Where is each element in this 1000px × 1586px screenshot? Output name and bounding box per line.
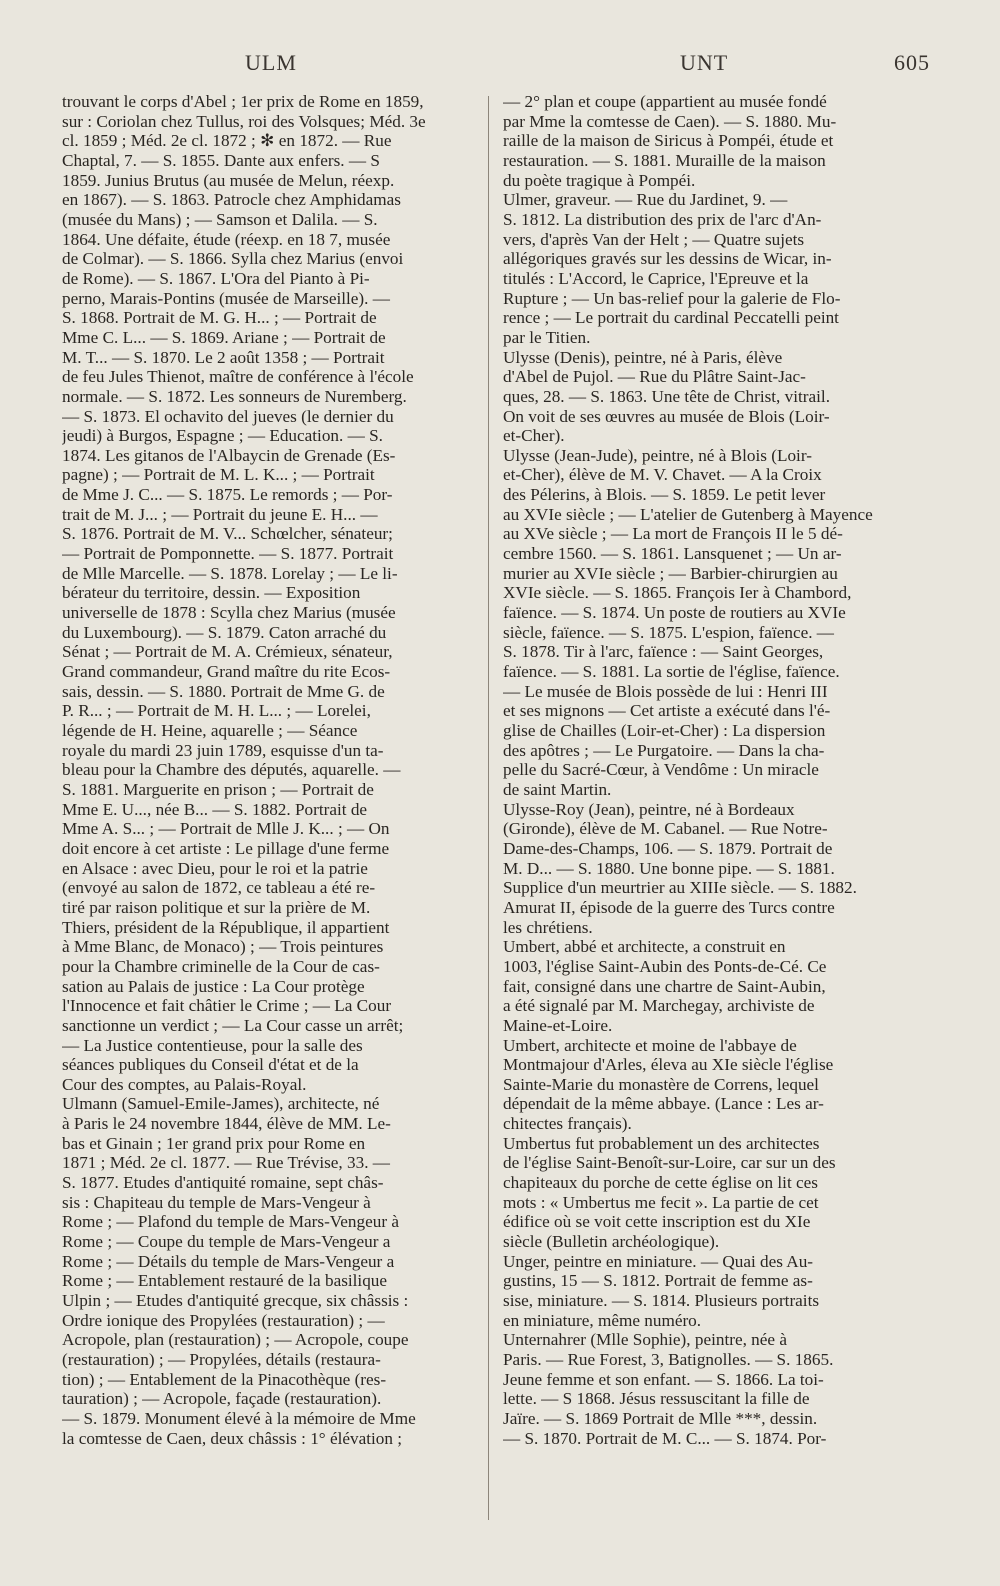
text-line: titulés : L'Accord, le Caprice, l'Epreuve et la xyxy=(503,268,809,288)
text-line: 1874. Les gitanos de l'Albaycin de Grenade (Es- xyxy=(62,445,396,465)
text-line: en miniature, même numéro. xyxy=(503,1310,702,1330)
text-line: Montmajour d'Arles, éleva au XIe siècle l'église xyxy=(503,1055,834,1075)
text-line: 1864. Une défaite, étude (réexp. en 18 7, musée xyxy=(62,229,391,249)
text-line: Ordre ionique des Propylées (restauration) ; — xyxy=(62,1310,385,1330)
text-line: et-Cher). xyxy=(503,426,565,446)
text-line: Ulpin ; — Etudes d'antiquité grecque, six châssis : xyxy=(62,1291,409,1311)
text-line: Paris. — Rue Forest, 3, Batignolles. — S. 1865. xyxy=(503,1350,834,1369)
text-line: Rome ; — Plafond du temple de Mars-Vengeur à xyxy=(62,1212,399,1232)
text-line: a été signalé par M. Marchegay, archiviste de xyxy=(503,996,815,1016)
text-line: (envoyé au salon de 1872, ce tableau a été re- xyxy=(62,878,376,898)
text-line: Ulysse (Jean-Jude), peintre, né à Blois (Loir- xyxy=(503,445,812,465)
text-line: Umbertus fut probablement un des architectes xyxy=(503,1133,820,1153)
text-line: chitectes français). xyxy=(503,1114,632,1134)
text-line: légende de H. Heine, aquarelle ; — Séance xyxy=(62,721,358,740)
text-line: siècle (Bulletin archéologique). xyxy=(503,1232,720,1252)
text-line: à Paris le 24 novembre 1844, élève de MM. Le- xyxy=(62,1114,391,1134)
text-line: Mme E. U..., née B... — S. 1882. Portrait de xyxy=(62,799,368,819)
text-line: les chrétiens. xyxy=(503,917,593,937)
text-line: — Portrait de Pomponnette. — S. 1877. Portrait xyxy=(62,544,394,564)
text-line: ques, 28. — S. 1863. Une tête de Christ, vitrail. xyxy=(503,386,830,406)
text-line: — S. 1870. Portrait de M. C... — S. 1874. Por- xyxy=(503,1428,827,1448)
text-line: en 1867). — S. 1863. Patrocle chez Amphidamas xyxy=(62,190,401,210)
text-line: (Gironde), élève de M. Cabanel. — Rue Notre- xyxy=(503,819,828,839)
text-line: tiré par raison politique et sur la prière de M. xyxy=(62,897,371,917)
text-line: d'Abel de Pujol. — Rue du Plâtre Saint-Jac- xyxy=(503,367,806,387)
text-line: Dame-des-Champs, 106. — S. 1879. Portrait de xyxy=(503,838,833,858)
text-line: M. T... — S. 1870. Le 2 août 1358 ; — Portrait xyxy=(62,347,385,367)
text-line: Unger, peintre en miniature. — Quai des Au- xyxy=(503,1251,814,1271)
text-line: murier au XVIe siècle ; — Barbier-chirurgien au xyxy=(503,563,838,583)
text-line: S. 1868. Portrait de M. G. H... ; — Portrait de xyxy=(62,308,377,328)
text-line: à Mme Blanc, de Monaco) ; — Trois peintures xyxy=(62,937,384,957)
text-line: (musée du Mans) ; — Samson et Dalila. — S. xyxy=(62,209,378,229)
text-line: tion) ; — Entablement de la Pinacothèque (res- xyxy=(62,1369,387,1389)
text-line: en Alsace : avec Dieu, pour le roi et la patrie xyxy=(62,858,368,878)
text-line: de Mme J. C... — S. 1875. Le remords ; — Por- xyxy=(62,485,393,505)
text-line: de Rome). — S. 1867. L'Ora del Pianto à Pi- xyxy=(62,268,370,288)
text-line: M. D... — S. 1880. Une bonne pipe. — S. 1881. xyxy=(503,858,835,878)
text-line: fait, consigné dans une chartre de Saint-Aubin, xyxy=(503,976,826,996)
text-line: lette. — S 1868. Jésus ressuscitant la fille de xyxy=(503,1389,810,1409)
text-line: On voit de ses œuvres au musée de Blois (Loir- xyxy=(503,406,830,426)
running-header xyxy=(60,50,940,80)
text-line: Jaïre. — S. 1869 Portrait de Mlle ***, dessin. xyxy=(503,1408,818,1428)
text-line: — Le musée de Blois possède de lui : Henri III xyxy=(503,681,828,701)
text-line: royale du mardi 23 juin 1789, esquisse d'un ta- xyxy=(62,740,384,760)
text-line: normale. — S. 1872. Les sonneurs de Nuremberg. xyxy=(62,386,407,406)
text-line: de saint Martin. xyxy=(503,779,612,799)
text-line: pelle du Sacré-Cœur, à Vendôme : Un miracle xyxy=(503,760,819,780)
text-line: et-Cher), élève de M. V. Chavet. — A la Croix xyxy=(503,465,822,485)
left-column xyxy=(62,92,476,1448)
text-line: Unternahrer (Mlle Sophie), peintre, née à xyxy=(503,1330,787,1350)
text-line: Rome ; — Entablement restauré de la basilique xyxy=(62,1271,388,1291)
text-line: 1871 ; Méd. 2e cl. 1877. — Rue Trévise, 33. — xyxy=(62,1153,390,1173)
text-line: du Luxembourg). — S. 1879. Caton arraché du xyxy=(62,622,387,642)
text-line: — La Justice contentieuse, pour la salle des xyxy=(62,1035,363,1055)
text-line: universelle de 1878 : Scylla chez Marius (musée xyxy=(62,603,396,623)
text-line: Supplice d'un meurtrier au XIIIe siècle. — S. 1882. xyxy=(503,878,857,898)
text-line: trouvant le corps d'Abel ; 1er prix de Rome en 1859, xyxy=(62,92,424,111)
text-line: la comtesse de Caen, deux châssis : 1° élévation ; xyxy=(62,1428,403,1448)
text-line: pagne) ; — Portrait de M. L. K... ; — Portrait xyxy=(62,465,375,485)
text-line: trait de M. J... ; — Portrait du jeune E. H... — xyxy=(62,504,378,524)
text-line: S. 1877. Etudes d'antiquité romaine, sept châs- xyxy=(62,1173,384,1193)
text-line: par le Titien. xyxy=(503,327,591,347)
text-line: restauration. — S. 1881. Muraille de la maison xyxy=(503,150,826,170)
text-line: S. 1876. Portrait de M. V... Schœlcher, sénateur; xyxy=(62,524,393,544)
text-line: pour la Chambre criminelle de la Cour de cas- xyxy=(62,956,380,976)
text-line: Acropole, plan (restauration) ; — Acropole, coupe xyxy=(62,1330,409,1350)
page-number: 605 xyxy=(894,50,930,75)
text-line: doit encore à cet artiste : Le pillage d'une ferme xyxy=(62,838,390,858)
text-line: sur : Coriolan chez Tullus, roi des Volsques; Méd. 3e xyxy=(62,111,426,131)
header-center-word: UNT xyxy=(680,50,729,75)
text-line: de Mlle Marcelle. — S. 1878. Lorelay ; — Le li- xyxy=(62,563,398,583)
text-line: allégoriques gravés sur les dessins de Wicar, in- xyxy=(503,249,832,269)
text-line: S. 1812. La distribution des prix de l'arc d'An- xyxy=(503,209,822,229)
text-line: S. 1878. Tir à l'arc, faïence : — Saint Georges, xyxy=(503,642,824,662)
text-line: tauration) ; — Acropole, façade (restauration). xyxy=(62,1389,382,1409)
text-line: Maine-et-Loire. xyxy=(503,1015,613,1035)
text-line: Thiers, président de la République, il appartient xyxy=(62,917,390,937)
text-line: séances publiques du Conseil d'état et de la xyxy=(62,1055,359,1075)
text-line: Rome ; — Détails du temple de Mars-Vengeur a xyxy=(62,1251,395,1271)
text-line: Sénat ; — Portrait de M. A. Crémieux, sénateur, xyxy=(62,642,393,662)
text-line: Jeune femme et son enfant. — S. 1866. La toi- xyxy=(503,1369,824,1389)
text-line: chapiteaux du porche de cette église on lit ces xyxy=(503,1173,818,1193)
text-line: bleau pour la Chambre des députés, aquarelle. — xyxy=(62,760,401,780)
text-line: S. 1881. Marguerite en prison ; — Portrait de xyxy=(62,779,374,799)
text-line: 1859. Junius Brutus (au musée de Melun, réexp. xyxy=(62,170,395,190)
text-line: des Pélerins, à Blois. — S. 1859. Le petit lever xyxy=(503,485,826,505)
text-line: sation au Palais de justice : La Cour protège xyxy=(62,976,365,996)
text-line: — S. 1873. El ochavito del jueves (le dernier du xyxy=(62,406,394,426)
text-line: vers, d'après Van der Helt ; — Quatre sujets xyxy=(503,229,805,249)
text-line: XVIe siècle. — S. 1865. François Ier à Chambord, xyxy=(503,583,852,603)
text-line: du poète tragique à Pompéi. xyxy=(503,170,696,190)
text-line: cl. 1859 ; Méd. 2e cl. 1872 ; ✻ en 1872. — Rue xyxy=(62,131,392,151)
header-left-word: ULM xyxy=(245,50,297,75)
text-line: Umbert, architecte et moine de l'abbaye de xyxy=(503,1035,797,1055)
text-line: — S. 1879. Monument élevé à la mémoire de Mme xyxy=(62,1408,416,1428)
text-line: faïence. — S. 1881. La sortie de l'église, faïence. xyxy=(503,662,840,682)
text-line: Chaptal, 7. — S. 1855. Dante aux enfers. — S xyxy=(62,150,380,170)
text-line: faïence. — S. 1874. Un poste de routiers au XVIe xyxy=(503,603,846,623)
text-line: Ulmann (Samuel-Emile-James), architecte, né xyxy=(62,1094,380,1114)
text-line: bérateur du territoire, dessin. — Exposition xyxy=(62,583,361,603)
text-line: édifice où se voit cette inscription est du XIe xyxy=(503,1212,811,1232)
text-line: de Colmar). — S. 1866. Sylla chez Marius (envoi xyxy=(62,249,404,269)
text-line: Ulysse-Roy (Jean), peintre, né à Bordeaux xyxy=(503,799,795,819)
text-line: sanctionne un verdict ; — La Cour casse un arrêt; xyxy=(62,1015,404,1035)
text-line: dépendait de la même abbaye. (Lance : Les ar- xyxy=(503,1094,824,1114)
text-line: au XVIe siècle ; — L'atelier de Gutenberg à Mayence xyxy=(503,504,873,524)
text-line: glise de Chailles (Loir-et-Cher) : La dispersion xyxy=(503,721,826,740)
text-line: par Mme la comtesse de Caen). — S. 1880. Mu- xyxy=(503,111,837,131)
text-line: l'Innocence et fait châtier le Crime ; — La Cour xyxy=(62,996,392,1016)
text-line: Mme C. L... — S. 1869. Ariane ; — Portrait de xyxy=(62,327,386,347)
text-line: de l'église Saint-Benoît-sur-Loire, car sur un des xyxy=(503,1153,836,1173)
text-line: Ulmer, graveur. — Rue du Jardinet, 9. — xyxy=(503,190,788,210)
text-line: sise, miniature. — S. 1814. Plusieurs portraits xyxy=(503,1291,820,1311)
text-line: rence ; — Le portrait du cardinal Peccatelli peint xyxy=(503,308,839,328)
text-line: Rome ; — Coupe du temple de Mars-Vengeur a xyxy=(62,1232,391,1252)
text-line: mots : « Umbertus me fecit ». La partie de cet xyxy=(503,1192,819,1212)
text-line: raille de la maison de Siricus à Pompéi, étude et xyxy=(503,131,834,151)
text-line: — 2° plan et coupe (appartient au musée fondé xyxy=(503,92,827,111)
text-line: Sainte-Marie du monastère de Correns, lequel xyxy=(503,1074,819,1094)
text-line: jeudi) à Burgos, Espagne ; — Education. — S. xyxy=(62,426,383,446)
text-line: (restauration) ; — Propylées, détails (restaura- xyxy=(62,1350,381,1369)
text-line: de feu Jules Thienot, maître de conférence à l'école xyxy=(62,367,414,387)
text-line: sais, dessin. — S. 1880. Portrait de Mme G. de xyxy=(62,681,385,701)
text-line: gustins, 15 — S. 1812. Portrait de femme as- xyxy=(503,1271,813,1291)
text-line: Amurat II, épisode de la guerre des Turcs contre xyxy=(503,897,835,917)
text-line: au XVe siècle ; — La mort de François II le 5 dé- xyxy=(503,524,843,544)
right-column xyxy=(503,92,917,1448)
text-line: siècle, faïence. — S. 1875. L'espion, faïence. — xyxy=(503,622,834,642)
text-line: Cour des comptes, au Palais-Royal. xyxy=(62,1074,307,1094)
text-line: 1003, l'église Saint-Aubin des Ponts-de-Cé. Ce xyxy=(503,956,827,976)
text-line: perno, Marais-Pontins (musée de Marseille). — xyxy=(62,288,390,308)
text-line: Umbert, abbé et architecte, a construit en xyxy=(503,937,786,957)
text-line: Ulysse (Denis), peintre, né à Paris, élève xyxy=(503,347,783,367)
text-line: Rupture ; — Un bas-relief pour la galerie de Flo- xyxy=(503,288,841,308)
text-line: sis : Chapiteau du temple de Mars-Vengeur à xyxy=(62,1192,371,1212)
text-line: Grand commandeur, Grand maître du rite Ecos- xyxy=(62,662,391,682)
text-line: P. R... ; — Portrait de M. H. L... ; — Lorelei, xyxy=(62,701,371,721)
text-line: Mme A. S... ; — Portrait de Mlle J. K... ; — On xyxy=(62,819,390,839)
text-line: cembre 1560. — S. 1861. Lansquenet ; — Un ar- xyxy=(503,544,842,564)
text-line: et ses mignons — Cet artiste a exécuté dans l'é- xyxy=(503,701,831,721)
text-line: des apôtres ; — Le Purgatoire. — Dans la cha- xyxy=(503,740,825,760)
column-divider xyxy=(488,96,489,1520)
text-line: bas et Ginain ; 1er grand prix pour Rome en xyxy=(62,1133,366,1153)
